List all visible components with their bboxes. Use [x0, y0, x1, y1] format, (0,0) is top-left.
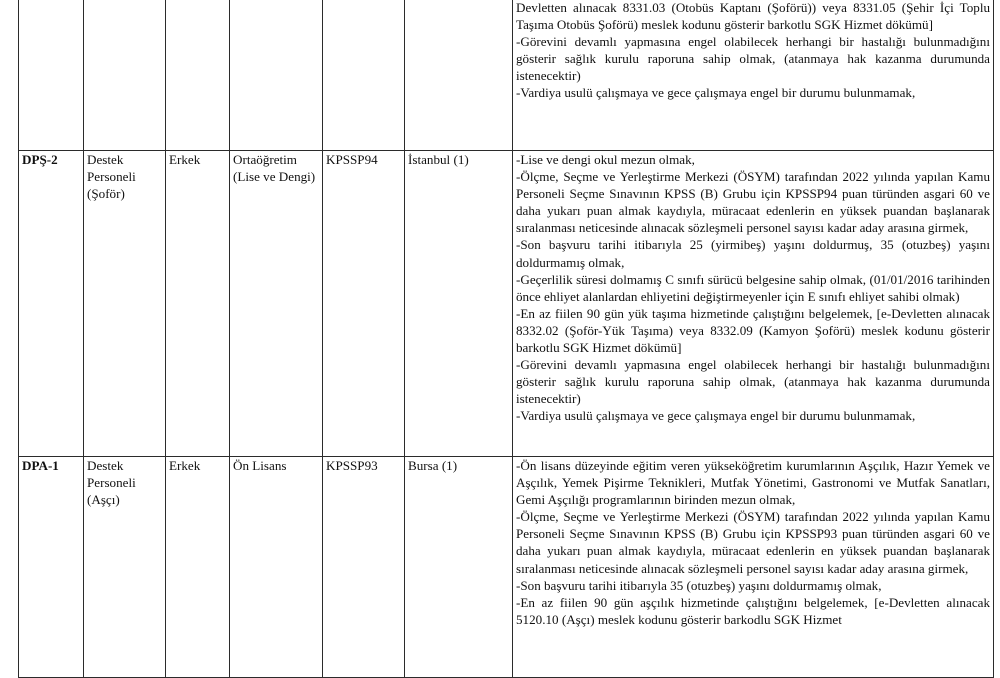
requirement-item: Devletten alınacak 8331.03 (Otobüs Kaptanı (Şoförü)) veya 8331.05 (Şehir İçi Toplu Taşıma Otobüs Şoförü) meslek kodunu gösterir barkotlu SGK Hizmet dökümü]: [516, 0, 990, 33]
requirement-item: -Vardiya usulü çalışmaya ve gece çalışmaya engel bir durumu bulunmamak,: [516, 408, 916, 424]
requirement-item: -Ölçme, Seçme ve Yerleştirme Merkezi (ÖSYM) tarafından 2022 yılında yapılan Kamu Personeli Seçme Sınavının KPSS (B) Grubu için KPSSP94 puan türünden asgari 60 ve daha yukarı puan almak kaydıyla, müracaat edenlerin en yüksek puandan başlanarak sıralanması neticesinde alınacak sözleşmeli personel sayısı kadar aday arasına girmek,: [516, 169, 990, 236]
education-cell: [230, 0, 323, 151]
gender-cell: Erkek: [166, 457, 230, 678]
requirement-item: -Ön lisans düzeyinde eğitim veren yükseköğretim kurumlarının Aşçılık, Hazır Yemek ve Aşçılık, Yemek Pişirme Teknikleri, Mutfak Yönetimi, Gastronomi ve Mutfak Sanatları, Gemi Aşçılığı programlarının birinden mezun olmak,: [516, 458, 990, 508]
position-title-cell: [84, 0, 166, 151]
education-cell: Ortaöğretim (Lise ve Dengi): [230, 151, 323, 457]
table-row: [19, 457, 994, 678]
position-code-cell: [19, 0, 84, 151]
requirement-item: -Görevini devamlı yapmasına engel olabilecek herhangi bir hastalığı bulunmadığını gösterir sağlık kurulu raporuna sahip olmak, (atanmaya hak kazanma durumunda istenecektir): [516, 357, 990, 407]
position-code-cell: DPŞ-2: [19, 151, 84, 457]
position-requirements-table: [18, 0, 994, 678]
table-row: [19, 151, 994, 457]
requirement-item: -Ölçme, Seçme ve Yerleştirme Merkezi (ÖSYM) tarafından 2022 yılında yapılan Kamu Personeli Seçme Sınavının KPSS (B) Grubu için KPSSP93 puan türünden asgari 60 ve daha yukarı puan almak kaydıyla, müracaat edenlerin en yüksek puandan başlanarak sıralanması neticesinde alınacak sözleşmeli personel sayısı kadar aday arasına girmek,: [516, 509, 990, 576]
requirement-item: -Lise ve dengi okul mezun olmak,: [516, 152, 695, 167]
education-cell: Ön Lisans: [230, 457, 323, 678]
score-type-cell: [323, 0, 405, 151]
requirement-item: -Son başvuru tarihi itibarıyla 25 (yirmibeş) yaşını doldurmuş, 35 (otuzbeş) yaşını doldurmamış olmak,: [516, 237, 990, 270]
requirement-item: -En az fiilen 90 gün aşçılık hizmetinde çalıştığını belgelemek, [e-Devletten alınacak 5120.10 (Aşçı) meslek kodunu gösterir barkodlu SGK Hizmet: [516, 594, 990, 627]
requirement-item: -Son başvuru tarihi itibarıyla 35 (otuzbeş) yaşını doldurmamış olmak,: [516, 577, 882, 593]
location-cell: Bursa (1): [405, 457, 513, 678]
location-cell: [405, 0, 513, 151]
requirement-item: -Vardiya usulü çalışmaya ve gece çalışmaya engel bir durumu bulunmamak,: [516, 85, 916, 101]
requirement-item: -En az fiilen 90 gün yük taşıma hizmetinde çalıştığını belgelemek, [e-Devletten alınacak 8332.02 (Şoför-Yük Taşıma) veya 8332.09 (Kamyon Şoförü) meslek kodunu gösterir barkotlu SGK Hizmet dökümü]: [516, 305, 990, 356]
position-code-cell: DPA-1: [19, 457, 84, 678]
score-type-cell: KPSSP94: [323, 151, 405, 457]
location-cell: İstanbul (1): [405, 151, 513, 457]
score-type-cell: KPSSP93: [323, 457, 405, 678]
requirement-item: -Görevini devamlı yapmasına engel olabilecek herhangi bir hastalığı bulunmadığını gösterir sağlık kurulu raporuna sahip olmak, (atanmaya hak kazanma durumunda istenecektir): [516, 34, 990, 84]
requirement-item: -Geçerlilik süresi dolmamış C sınıfı sürücü belgesine sahip olmak, (01/01/2016 tarihinden önce ehliyet alanlardan ehliyetini değiştirmeyenler için E sınıfı ehliyet sahibi olmak): [516, 271, 990, 304]
position-title-cell: Destek Personeli (Aşçı): [84, 457, 166, 678]
gender-cell: [166, 0, 230, 151]
position-title-cell: Destek Personeli (Şoför): [84, 151, 166, 457]
requirements-cell: [513, 0, 994, 151]
requirements-cell: [513, 151, 994, 457]
gender-cell: Erkek: [166, 151, 230, 457]
requirements-cell: [513, 457, 994, 678]
table-row: [19, 0, 994, 151]
